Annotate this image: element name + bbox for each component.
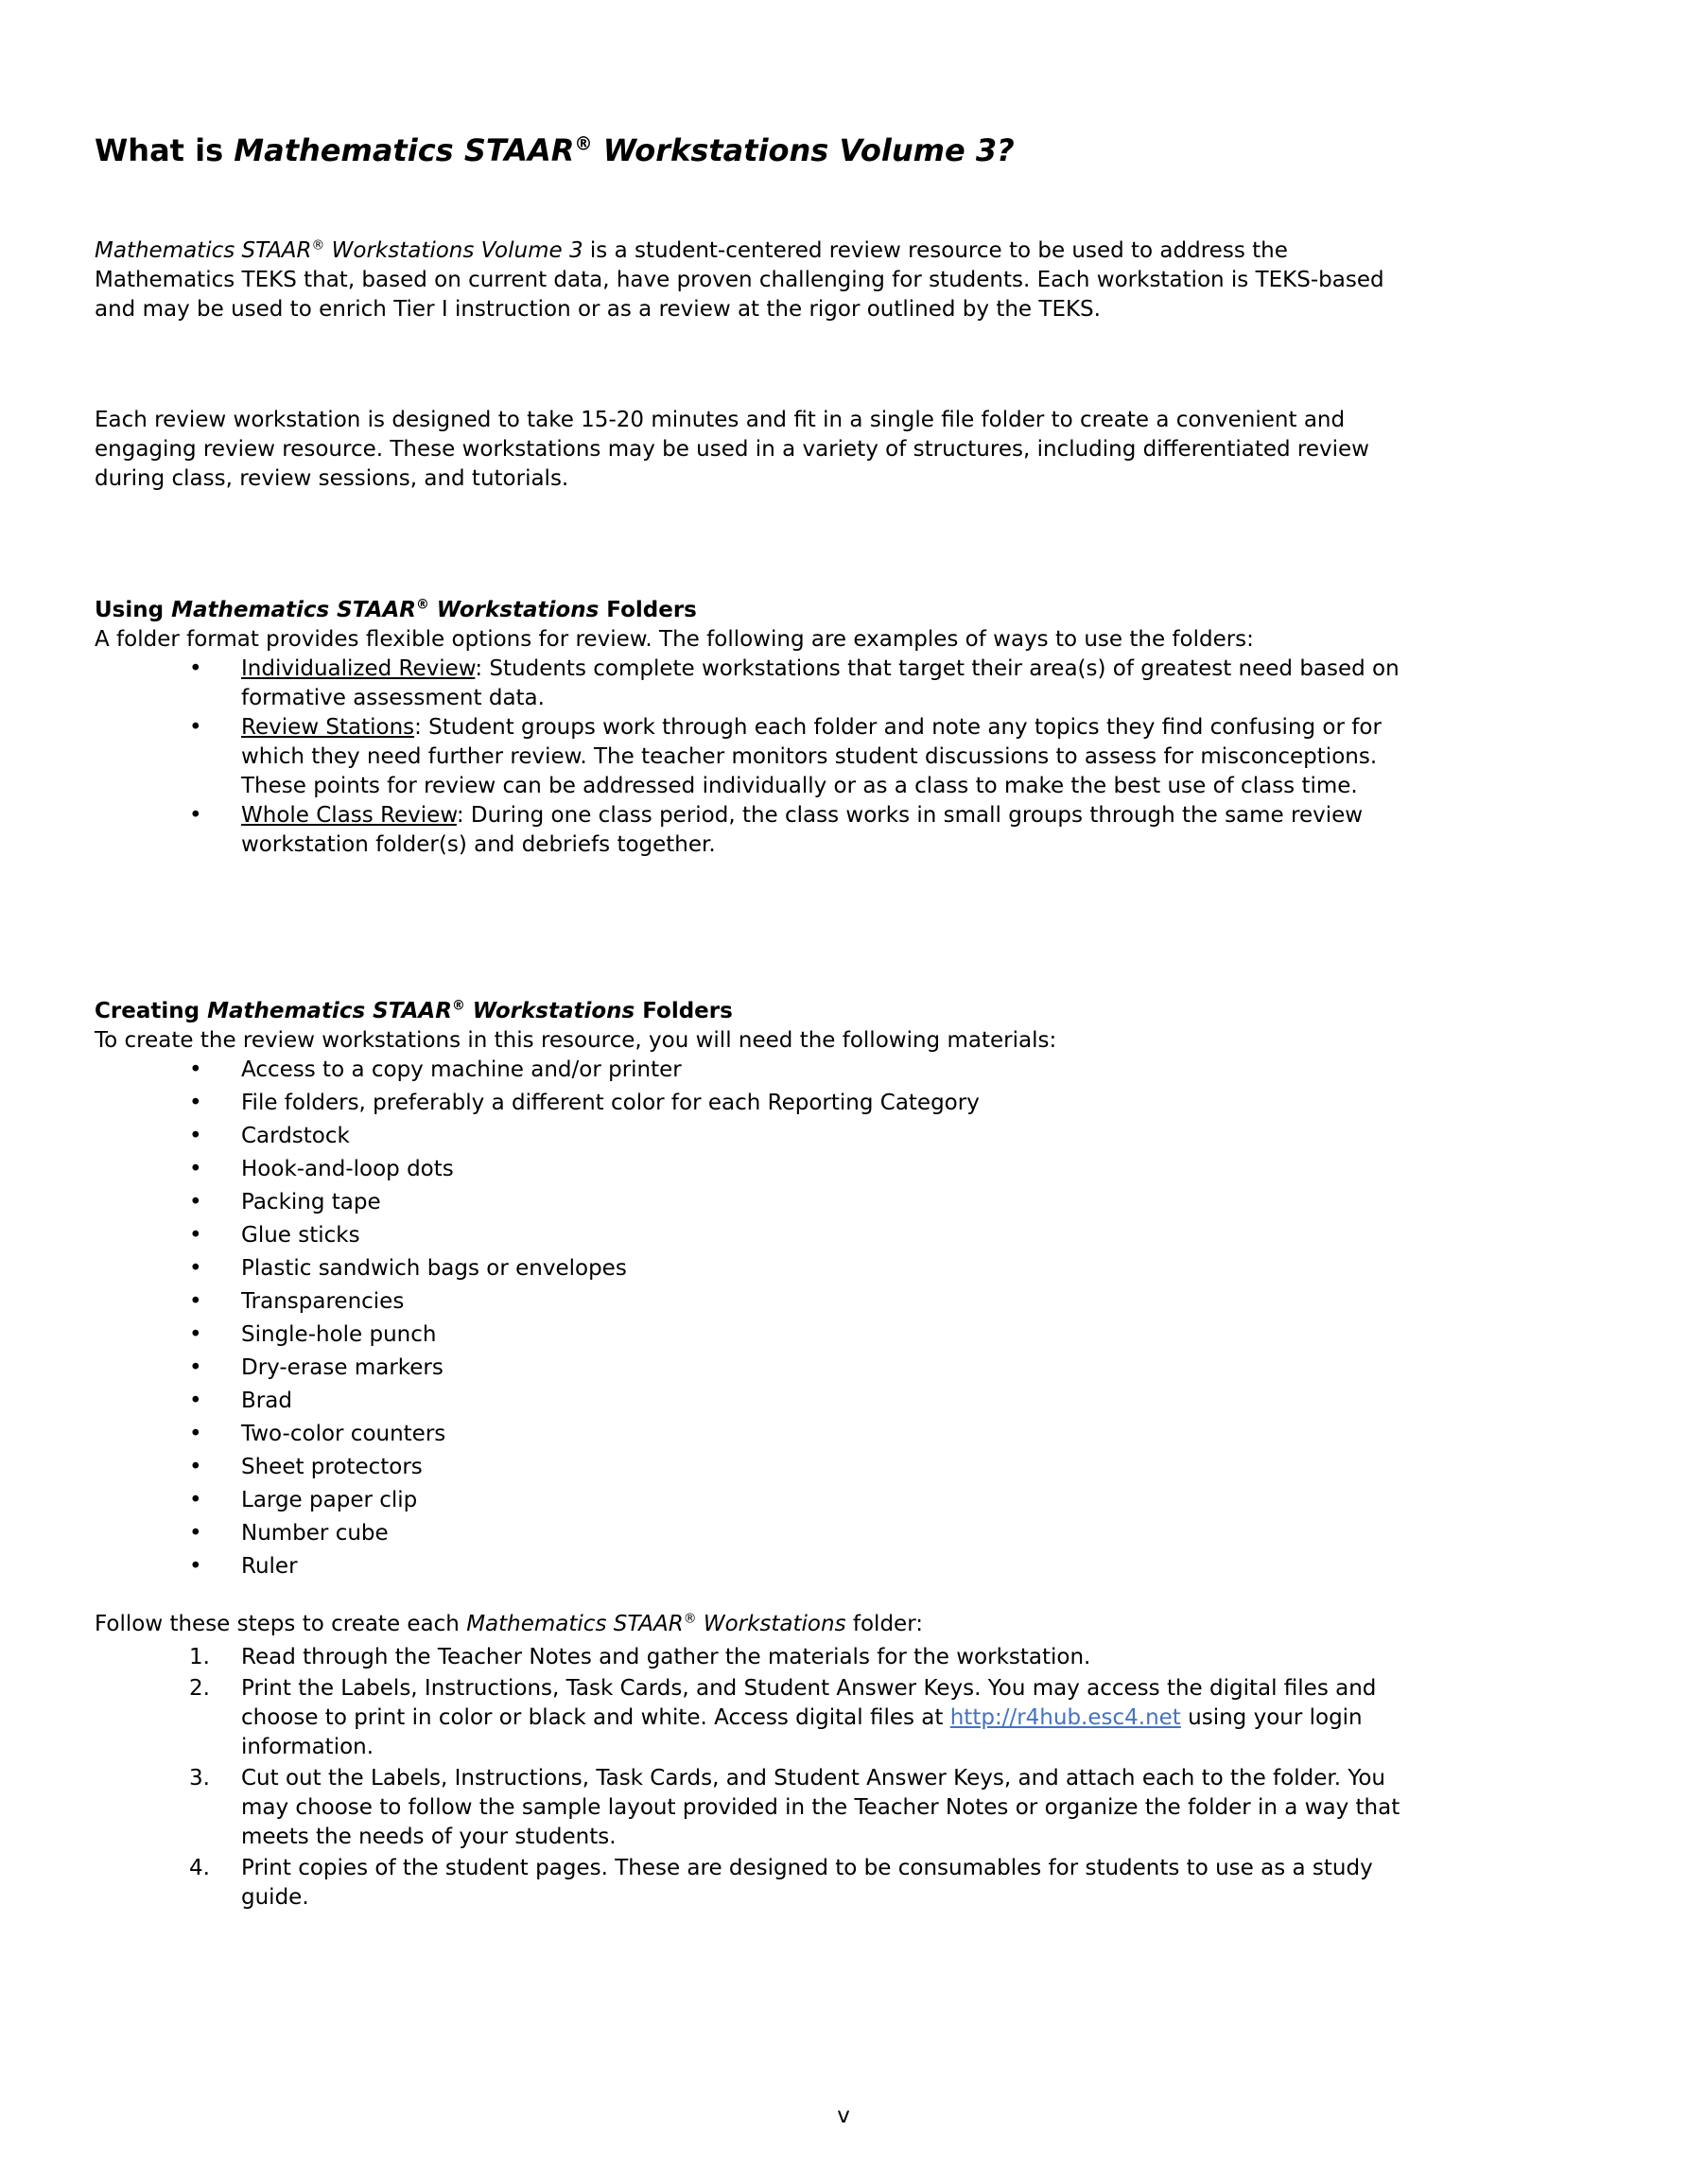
list-item bbox=[189, 713, 1403, 801]
product-name-italic: Mathematics STAAR bbox=[207, 999, 452, 1023]
step-text: Print the Labels, Instructions, Task Cards, and Student Answer Keys. You may access the digital files and choose to print in color or black and white. Access digital files at bbox=[241, 1676, 1377, 1730]
list-item bbox=[189, 1854, 1403, 1913]
bullet-text: : During one class period, the class works in small groups through the same review workstation folder(s) and debriefs together. bbox=[241, 803, 1364, 857]
bullet-marker: • bbox=[189, 1289, 202, 1314]
bullet-marker: • bbox=[189, 1554, 202, 1579]
list-item bbox=[189, 1155, 1403, 1184]
material-item-text: Two-color counters bbox=[241, 1422, 446, 1446]
steps-intro-pre: Follow these steps to create each bbox=[95, 1612, 467, 1636]
using-options-list bbox=[95, 655, 1403, 860]
material-item-text: File folders, preferably a different color for each Reporting Category bbox=[241, 1091, 980, 1115]
steps-intro-post: folder: bbox=[845, 1612, 923, 1636]
bullet-marker: • bbox=[189, 1521, 202, 1546]
registered-trademark-symbol: ® bbox=[311, 237, 325, 253]
material-item-text: Packing tape bbox=[241, 1190, 381, 1214]
bullet-marker: • bbox=[189, 1488, 202, 1512]
material-item-text: Large paper clip bbox=[241, 1488, 418, 1512]
page-title bbox=[95, 132, 1403, 168]
material-item-text: Ruler bbox=[241, 1554, 298, 1579]
bullet-marker: • bbox=[189, 1455, 202, 1479]
list-item bbox=[189, 1122, 1403, 1151]
list-item bbox=[189, 1254, 1403, 1284]
material-item-text: Single-hole punch bbox=[241, 1322, 437, 1347]
creating-section-heading bbox=[95, 997, 1403, 1026]
product-name-italic-rest: Workstations bbox=[696, 1612, 846, 1636]
bullet-marker: • bbox=[189, 1389, 202, 1413]
material-item-text: Number cube bbox=[241, 1521, 389, 1546]
using-section-heading bbox=[95, 596, 1403, 625]
material-item-text: Sheet protectors bbox=[241, 1455, 423, 1479]
list-item bbox=[189, 1519, 1403, 1548]
registered-trademark-symbol: ® bbox=[451, 998, 465, 1014]
material-item-text: Brad bbox=[241, 1389, 292, 1413]
bullet-text: : Student groups work through each folder and note any topics they find confusing or for which they need further review. The teacher monitors student discussions to assess for misconceptions. These points for review can be addressed individually or as a class to make the best use of class time. bbox=[241, 715, 1382, 798]
step-number: 4. bbox=[189, 1856, 210, 1880]
bullet-marker: • bbox=[189, 1256, 202, 1281]
heading-text-pre: Using bbox=[95, 598, 172, 622]
material-item-text: Glue sticks bbox=[241, 1223, 360, 1248]
materials-list bbox=[95, 1056, 1403, 1581]
bullet-marker: • bbox=[189, 1124, 202, 1148]
step-text: Print copies of the student pages. These are designed to be consumables for students to use as a study guide. bbox=[241, 1856, 1373, 1910]
steps-list bbox=[95, 1643, 1403, 1913]
step-number: 1. bbox=[189, 1645, 210, 1669]
product-name-italic-rest: Workstations Volume 3 bbox=[324, 238, 583, 263]
bullet-lead-term: Whole Class Review bbox=[241, 803, 457, 828]
material-item-text: Hook-and-loop dots bbox=[241, 1157, 454, 1181]
material-item-text: Cardstock bbox=[241, 1124, 350, 1148]
intro-paragraph-1 bbox=[95, 236, 1403, 324]
list-item bbox=[189, 1221, 1403, 1250]
list-item bbox=[189, 1354, 1403, 1383]
product-name-italic-rest: Workstations bbox=[464, 999, 635, 1023]
step-text: Cut out the Labels, Instructions, Task Cards, and Student Answer Keys, and attach each to the folder. You may choose to follow the sample layout provided in the Teacher Notes or organize the folder in a way that meets the needs of your students. bbox=[241, 1766, 1400, 1849]
bullet-marker: • bbox=[189, 1057, 202, 1082]
bullet-marker: • bbox=[189, 1422, 202, 1446]
bullet-marker: • bbox=[189, 1157, 202, 1181]
list-item bbox=[189, 1453, 1403, 1482]
list-item bbox=[189, 1387, 1403, 1416]
registered-trademark-symbol: ® bbox=[574, 132, 593, 155]
page-number: v bbox=[837, 2104, 850, 2128]
bullet-lead-term: Individualized Review bbox=[241, 656, 476, 681]
bullet-lead-term: Review Stations bbox=[241, 715, 415, 740]
bullet-marker: • bbox=[189, 1223, 202, 1248]
product-name-italic: Mathematics STAAR bbox=[466, 1612, 684, 1636]
creating-section-intro: To create the review workstations in this resource, you will need the following materials: bbox=[95, 1028, 1057, 1053]
bullet-marker: • bbox=[189, 715, 202, 740]
title-text-italic-rest: Workstations Volume 3 bbox=[592, 132, 998, 168]
title-text-pre: What is bbox=[95, 132, 235, 168]
list-item bbox=[189, 655, 1403, 713]
list-item bbox=[189, 1764, 1403, 1852]
bullet-text: : Students complete workstations that target their area(s) of greatest need based on formative assessment data. bbox=[241, 656, 1400, 710]
list-item bbox=[189, 1552, 1403, 1581]
product-name-italic-rest: Workstations bbox=[428, 598, 600, 622]
bullet-marker: • bbox=[189, 1190, 202, 1214]
material-item-text: Dry-erase markers bbox=[241, 1355, 443, 1380]
list-item bbox=[189, 1643, 1403, 1672]
material-item-text: Access to a copy machine and/or printer bbox=[241, 1057, 682, 1082]
product-name-italic: Mathematics STAAR bbox=[171, 598, 416, 622]
bullet-marker: • bbox=[189, 1091, 202, 1115]
heading-text-post: Folders bbox=[599, 598, 697, 622]
list-item bbox=[189, 1056, 1403, 1085]
list-item bbox=[189, 1287, 1403, 1317]
registered-trademark-symbol: ® bbox=[415, 597, 429, 613]
registered-trademark-symbol: ® bbox=[683, 1611, 697, 1627]
list-item bbox=[189, 1674, 1403, 1762]
title-text-italic: Mathematics STAAR bbox=[234, 132, 575, 168]
step-text: using your login information. bbox=[241, 1705, 1363, 1759]
title-text-post: ? bbox=[997, 132, 1015, 168]
list-item bbox=[189, 1420, 1403, 1449]
product-name-italic: Mathematics STAAR bbox=[95, 238, 312, 263]
r4hub-link[interactable]: http://r4hub.esc4.net bbox=[949, 1705, 1181, 1730]
step-number: 2. bbox=[189, 1676, 210, 1701]
intro-paragraph-2: Each review workstation is designed to take 15-20 minutes and fit in a single file folder to create a convenient and engaging review resource. These workstations may be used in a variety of structures, including differentiated review during class, review sessions, and tutorials. bbox=[95, 408, 1369, 491]
steps-section-intro bbox=[95, 1610, 1403, 1639]
bullet-marker: • bbox=[189, 1322, 202, 1347]
material-item-text: Plastic sandwich bags or envelopes bbox=[241, 1256, 627, 1281]
bullet-marker: • bbox=[189, 803, 202, 828]
list-item bbox=[189, 1320, 1403, 1350]
step-number: 3. bbox=[189, 1766, 210, 1791]
heading-text-post: Folders bbox=[635, 999, 733, 1023]
using-section-intro: A folder format provides flexible options for review. The following are examples of ways to use the folders: bbox=[95, 627, 1254, 652]
list-item bbox=[189, 1486, 1403, 1515]
bullet-marker: • bbox=[189, 656, 202, 681]
heading-text-pre: Creating bbox=[95, 999, 208, 1023]
material-item-text: Transparencies bbox=[241, 1289, 405, 1314]
list-item bbox=[189, 1089, 1403, 1118]
list-item bbox=[189, 1188, 1403, 1217]
list-item bbox=[189, 801, 1403, 860]
step-text: Read through the Teacher Notes and gather the materials for the workstation. bbox=[241, 1645, 1091, 1669]
bullet-marker: • bbox=[189, 1355, 202, 1380]
intro-paragraph-1-text: is a student-centered review resource to be used to address the Mathematics TEKS that, based on current data, have proven challenging for students. Each workstation is TEKS-based and may be used to enrich Tier I instruction or as a review at the rigor outlined by the TEKS. bbox=[95, 238, 1384, 322]
